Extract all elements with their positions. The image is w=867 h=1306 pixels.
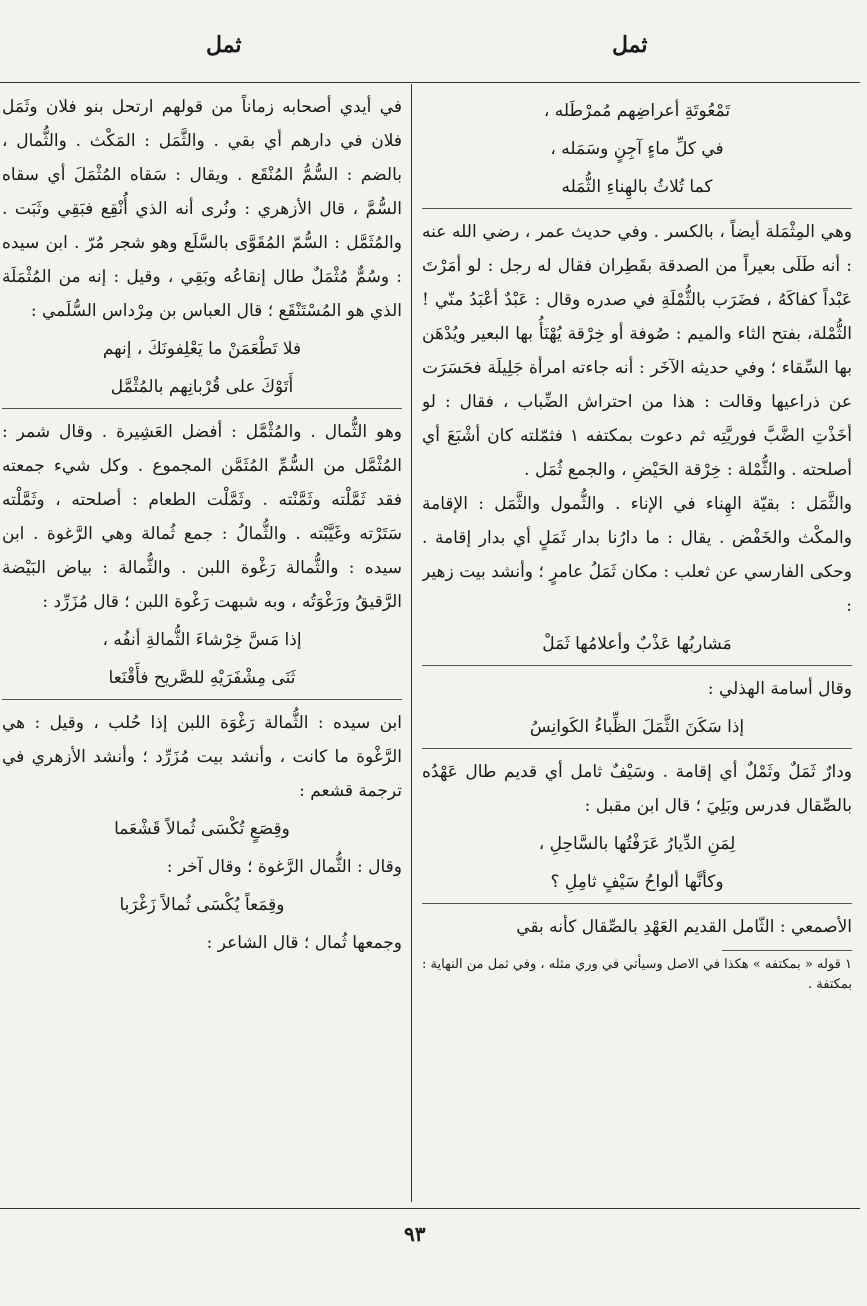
- verse-line: إذا مَسَّ خِرْشاءَ الثُّمالةِ أنفُه ،: [102, 630, 302, 650]
- body-paragraph: وقال : الثُّمال الرَّغوة ؛ وقال آخر :: [166, 857, 402, 877]
- body-paragraph: الأصمعي : الثّامل القديم العَهْدِ بالصِّقال كأنه بقي: [516, 917, 852, 937]
- body-paragraph: في أيدي أصحابه زماناً من قولهم ارتحل بنو فلان وثَمَل فلان في دارهم أي بقي . والثَّمَل : المَكْث . والثُّمال ، بالضم : السُّمُّ المُنْقَع . ويقال : سَقاه المُثْمَلَ أي سقاه السُّمَّ ، قال الأزهري : ونُرى أنه الذي أُنْقِع فبَقِي وثَبَت . والمُثَمَّل : السُّمّ المُقَوَّى بالسَّلَع وهو شجر مُرّ . ابن سيده : وسُمٌّ مُثْمَلٌ طال إنقاعُه وبَقِي ، وقيل : إنه من المُثْمَلَة الذي هو المُسْتَنْقَع ؛ قال العباس بن مِرْداس السُّلَمي :: [2, 97, 402, 321]
- verse-line: وقِمَعاً يُكْسَى ثُمالاً زَغْرَبا: [119, 895, 285, 915]
- verse-line: وقِصَعٍ تُكْسَى ثُمالاً قَشْعَما: [114, 819, 290, 839]
- left-column: [2, 90, 402, 1200]
- verse-line: في كلِّ ماءٍ آجِنٍ وسَمَله ،: [550, 139, 724, 159]
- body-paragraph: وقال أسامة الهذلي :: [707, 679, 852, 699]
- left-running-header: ثمل: [206, 32, 242, 58]
- section-rule: [422, 208, 852, 209]
- verse-line: إذا سَكَنَ الثَّمَلَ الظِّباءُ الكَوانِسُ: [529, 717, 745, 737]
- section-rule: [2, 408, 402, 409]
- right-column: [422, 90, 852, 1150]
- body-paragraph: وجمعها ثُمال ؛ قال الشاعر :: [206, 933, 402, 953]
- body-paragraph: وهو الثُّمال . والمُثْمَّل : أفضل العَشِيرة . وقال شمر : المُثْمَّل من السُّمِّ المُثَمَّن المجموع . وكل شيء جمعته فقد ثَمَّلْته وثَمَّنْته . وثَمَّلْت الطعام : أصلحته ، وثَمَّلْته سَتَرْته وغَيَّبْته . والثُّمالُ : جمع ثُمالة وهي الرَّغوة . ابن سيده : والثُّمالة رَغْوة اللبن . والثُّمالة : بياض البَيْضة الرَّقيقُ ورَغْوَتُه ، وبه شبهت رَغْوة اللبن ؛ قال مُزَرِّد :: [2, 422, 402, 612]
- section-rule: [422, 903, 852, 904]
- verse-line: ثَنَى مِشْفَرَيْهِ للصَّريح فأَقْنَعا: [108, 668, 296, 688]
- verse-line: أَتَوْكَ على قُرْبانِهم بالمُثْمَّل: [110, 377, 294, 397]
- column-divider: [411, 84, 412, 1202]
- section-rule: [422, 665, 852, 666]
- verse-line: تَمْعُوتَةِ أعراضِهم مُمرْطَله ،: [543, 101, 731, 121]
- section-rule: [422, 748, 852, 749]
- footnote-rule: [722, 950, 852, 951]
- verse-line: وكأنَّها ألواحُ سَيْفٍ ثامِلِ ؟: [550, 872, 724, 892]
- body-paragraph: والثَّمَل : بقيّة الهِناء في الإناء . والثُّمول والثَّمَل : الإقامة والمكْث والخَفْض . يقال : ما دارُنا بدار ثَمَلٍ أي بدار إقامة . وحكى الفارسي عن ثعلب : مكان ثَمَلُ عامرٍ ؛ وأنشد بيت زهير :: [422, 494, 852, 616]
- footnote: ١ قوله « بمكتفه » هكذا في الاصل وسيأتي في وري مثله ، وفي ثمل من النهاية : بمكتفة .: [422, 957, 852, 992]
- verse-line: كما تُلاثُ بالهِناءِ الثُّمَله: [561, 177, 713, 197]
- body-paragraph: ابن سيده : الثُّمالة رَغْوَة اللبن إذا حُلب ، وقيل : هي الرَّغْوة ما كانت ، وأنشد بيت مُزَرِّد ؛ وأنشد الأزهري في ترجمة قشعم :: [2, 713, 402, 801]
- verse-line: فلا تَطْعَمَنْ ما يَعْلِفونَكَ ، إنهم: [102, 339, 302, 359]
- verse-line: لِمَنِ الدِّيارُ عَرَفْتُها بالسَّاحِلِ ،: [538, 834, 736, 854]
- page-number: ٩٣: [404, 1222, 426, 1246]
- body-paragraph: ودارٌ ثَمَلٌ وثَمْلٌ أي إقامة . وسَيْفٌ ثامل أي قديم طال عَهْدُه بالصِّقال فدرس وبَلِيَ ؛ قال ابن مقبل :: [422, 762, 852, 816]
- verse-line: مَشاربُها عَذْبٌ وأعلامُها ثَمَلْ: [542, 634, 732, 654]
- right-running-header: ثمل: [612, 32, 648, 58]
- section-rule: [2, 699, 402, 700]
- bottom-rule: [0, 1208, 860, 1209]
- body-paragraph: وهي المِثْمَلة أيضاً ، بالكسر . وفي حديث عمر ، رضي الله عنه : أنه طَلَى بعيراً من الصدقة بقَطِران فقال له رجل : لو أمَرْتَ عَبْداً كفاكَهُ ، فضَرَب بالثُّمْلَةِ في صدره وقال : عَبْدٌ أعْبَدُ منّي ! الثُّمْلة، بفتح الثاء والميم : صُوفة أو خِرْقة يُهْنَأُ بها البعير ويُدْهَن بها السِّقاء ؛ وفي حديثه الآخَر : أنه جاءته امرأة جَلِيلَة فحَسَرَت عن ذراعيها وقالت : هذا من احتراش الضِّباب ، فقال : لو أخَذْتِ الضَّبَّ فوريَّتِه ثم دعوت بمكتفه ١ فثمّلته كان أشْبَعَ أي أصلحته . والثُّمْلة : خِرْقة الحَيْضِ ، والجمع ثُمَل .: [422, 222, 852, 480]
- top-rule: [0, 82, 860, 83]
